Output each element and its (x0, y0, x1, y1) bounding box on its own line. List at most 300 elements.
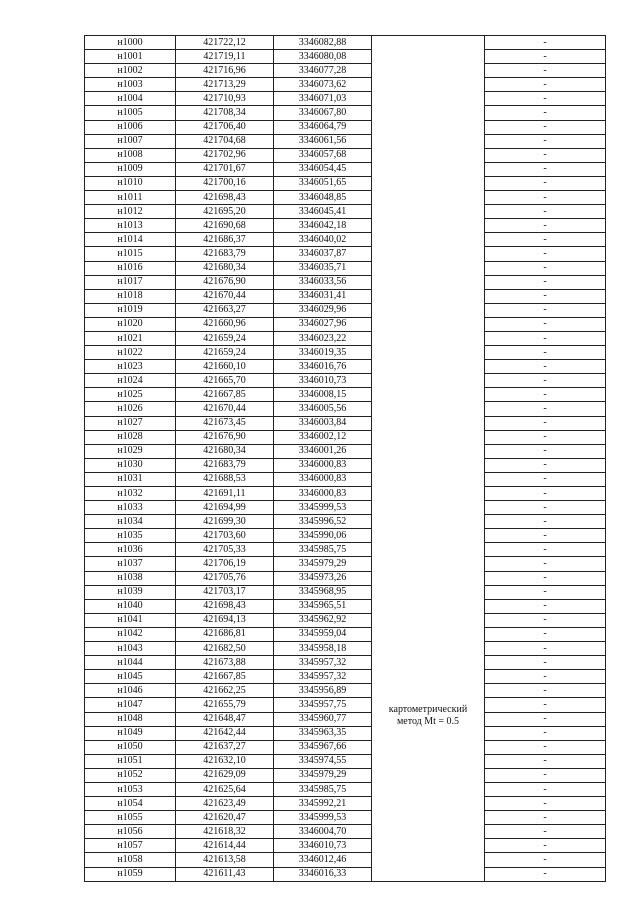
error-cell: - (485, 853, 606, 867)
point-id-cell: н1019 (85, 303, 176, 317)
table-row (85, 698, 606, 712)
x-coordinate-cell: 421706,19 (176, 557, 274, 571)
point-id-cell: н1036 (85, 543, 176, 557)
y-coordinate-cell: 3345990,06 (274, 529, 372, 543)
point-id-cell: н1045 (85, 670, 176, 684)
point-id-cell: н1004 (85, 92, 176, 106)
point-id-cell: н1018 (85, 289, 176, 303)
x-coordinate-cell: 421683,79 (176, 458, 274, 472)
x-coordinate-cell: 421667,85 (176, 670, 274, 684)
table-row (85, 261, 606, 275)
x-coordinate-cell: 421705,33 (176, 543, 274, 557)
table-row (85, 853, 606, 867)
table-row (85, 219, 606, 233)
error-cell: - (485, 360, 606, 374)
y-coordinate-cell: 3346010,73 (274, 374, 372, 388)
table-row (85, 374, 606, 388)
table-row (85, 472, 606, 486)
error-cell: - (485, 458, 606, 472)
point-id-cell: н1053 (85, 782, 176, 796)
y-coordinate-cell: 3346012,46 (274, 853, 372, 867)
error-cell: - (485, 627, 606, 641)
error-cell: - (485, 247, 606, 261)
method-cell (372, 543, 485, 881)
point-id-cell: н1024 (85, 374, 176, 388)
table-row (85, 106, 606, 120)
point-id-cell: н1006 (85, 120, 176, 134)
point-id-cell: н1059 (85, 867, 176, 881)
error-cell: - (485, 797, 606, 811)
table-row (85, 416, 606, 430)
x-coordinate-cell: 421702,96 (176, 148, 274, 162)
x-coordinate-cell: 421686,81 (176, 627, 274, 641)
error-cell: - (485, 444, 606, 458)
error-cell: - (485, 726, 606, 740)
y-coordinate-cell: 3346023,22 (274, 331, 372, 345)
point-id-cell: н1003 (85, 78, 176, 92)
table-row (85, 726, 606, 740)
method-cell-upper (372, 36, 485, 543)
y-coordinate-cell: 3346054,45 (274, 162, 372, 176)
error-cell: - (485, 754, 606, 768)
error-cell: - (485, 78, 606, 92)
x-coordinate-cell: 421682,50 (176, 642, 274, 656)
point-id-cell: н1001 (85, 50, 176, 64)
x-coordinate-cell: 421680,34 (176, 444, 274, 458)
table-row (85, 50, 606, 64)
table-row (85, 656, 606, 670)
point-id-cell: н1008 (85, 148, 176, 162)
y-coordinate-cell: 3346040,02 (274, 233, 372, 247)
point-id-cell: н1011 (85, 191, 176, 205)
x-coordinate-cell: 421648,47 (176, 712, 274, 726)
error-cell: - (485, 134, 606, 148)
y-coordinate-cell: 3346019,35 (274, 346, 372, 360)
y-coordinate-cell: 3346029,96 (274, 303, 372, 317)
x-coordinate-cell: 421613,58 (176, 853, 274, 867)
error-cell: - (485, 331, 606, 345)
error-cell: - (485, 388, 606, 402)
y-coordinate-cell: 3346004,70 (274, 825, 372, 839)
error-cell: - (485, 515, 606, 529)
point-id-cell: н1014 (85, 233, 176, 247)
y-coordinate-cell: 3346061,56 (274, 134, 372, 148)
y-coordinate-cell: 3346003,84 (274, 416, 372, 430)
error-cell: - (485, 825, 606, 839)
y-coordinate-cell: 3345957,32 (274, 656, 372, 670)
point-id-cell: н1031 (85, 472, 176, 486)
table-row (85, 233, 606, 247)
error-cell: - (485, 571, 606, 585)
x-coordinate-cell: 421660,96 (176, 317, 274, 331)
point-id-cell: н1021 (85, 331, 176, 345)
x-coordinate-cell: 421705,76 (176, 571, 274, 585)
x-coordinate-cell: 421623,49 (176, 797, 274, 811)
table-row (85, 585, 606, 599)
table-row (85, 797, 606, 811)
table-row (85, 64, 606, 78)
table-row (85, 599, 606, 613)
point-id-cell: н1051 (85, 754, 176, 768)
table-row (85, 148, 606, 162)
error-cell: - (485, 303, 606, 317)
point-id-cell: н1033 (85, 501, 176, 515)
y-coordinate-cell: 3346080,08 (274, 50, 372, 64)
x-coordinate-cell: 421673,88 (176, 656, 274, 670)
y-coordinate-cell: 3346048,85 (274, 191, 372, 205)
table-row (85, 289, 606, 303)
table-row (85, 839, 606, 853)
x-coordinate-cell: 421701,67 (176, 162, 274, 176)
table-row (85, 571, 606, 585)
x-coordinate-cell: 421695,20 (176, 205, 274, 219)
method-name: картометрический (388, 703, 468, 715)
point-id-cell: н1027 (85, 416, 176, 430)
point-id-cell: н1035 (85, 529, 176, 543)
table-row (85, 670, 606, 684)
error-cell: - (485, 472, 606, 486)
table-row (85, 557, 606, 571)
y-coordinate-cell: 3345985,75 (274, 543, 372, 557)
point-id-cell: н1012 (85, 205, 176, 219)
error-cell: - (485, 613, 606, 627)
point-id-cell: н1023 (85, 360, 176, 374)
error-cell: - (485, 219, 606, 233)
point-id-cell: н1038 (85, 571, 176, 585)
error-cell: - (485, 416, 606, 430)
point-id-cell: н1048 (85, 712, 176, 726)
y-coordinate-cell: 3345962,92 (274, 613, 372, 627)
table-row (85, 811, 606, 825)
table-row (85, 134, 606, 148)
error-cell: - (485, 120, 606, 134)
point-id-cell: н1055 (85, 811, 176, 825)
y-coordinate-cell: 3346000,83 (274, 472, 372, 486)
table-row (85, 444, 606, 458)
y-coordinate-cell: 3345959,04 (274, 627, 372, 641)
point-id-cell: н1044 (85, 656, 176, 670)
error-cell: - (485, 487, 606, 501)
y-coordinate-cell: 3345960,77 (274, 712, 372, 726)
table-row (85, 515, 606, 529)
table-row (85, 642, 606, 656)
error-cell: - (485, 529, 606, 543)
method-accuracy: метод Mt = 0.5 (396, 715, 460, 727)
table-row (85, 867, 606, 881)
table-row (85, 754, 606, 768)
y-coordinate-cell: 3346077,28 (274, 64, 372, 78)
x-coordinate-cell: 421676,90 (176, 430, 274, 444)
x-coordinate-cell: 421642,44 (176, 726, 274, 740)
error-cell: - (485, 50, 606, 64)
error-cell: - (485, 374, 606, 388)
y-coordinate-cell: 3345985,75 (274, 782, 372, 796)
error-cell: - (485, 811, 606, 825)
point-id-cell: н1028 (85, 430, 176, 444)
x-coordinate-cell: 421716,96 (176, 64, 274, 78)
table-row (85, 402, 606, 416)
error-cell: - (485, 233, 606, 247)
table-row (85, 162, 606, 176)
point-id-cell: н1005 (85, 106, 176, 120)
y-coordinate-cell: 3346067,80 (274, 106, 372, 120)
table-row (85, 331, 606, 345)
point-id-cell: н1049 (85, 726, 176, 740)
y-coordinate-cell: 3345956,89 (274, 684, 372, 698)
y-coordinate-cell: 3345957,75 (274, 698, 372, 712)
y-coordinate-cell: 3345968,95 (274, 585, 372, 599)
error-cell: - (485, 698, 606, 712)
table-row (85, 36, 606, 50)
x-coordinate-cell: 421699,30 (176, 515, 274, 529)
error-cell: - (485, 670, 606, 684)
error-cell: - (485, 106, 606, 120)
x-coordinate-cell: 421710,93 (176, 92, 274, 106)
error-cell: - (485, 205, 606, 219)
x-coordinate-cell: 421706,40 (176, 120, 274, 134)
x-coordinate-cell: 421694,99 (176, 501, 274, 515)
error-cell: - (485, 867, 606, 881)
y-coordinate-cell: 3345963,35 (274, 726, 372, 740)
error-cell: - (485, 642, 606, 656)
table-row (85, 205, 606, 219)
point-id-cell: н1037 (85, 557, 176, 571)
y-coordinate-cell: 3345979,29 (274, 557, 372, 571)
point-id-cell: н1025 (85, 388, 176, 402)
point-id-cell: н1000 (85, 36, 176, 50)
table-row (85, 388, 606, 402)
error-cell: - (485, 92, 606, 106)
coordinates-table (84, 35, 606, 882)
point-id-cell: н1054 (85, 797, 176, 811)
error-cell: - (485, 64, 606, 78)
x-coordinate-cell: 421611,43 (176, 867, 274, 881)
table-row (85, 346, 606, 360)
y-coordinate-cell: 3346008,15 (274, 388, 372, 402)
table-row (85, 191, 606, 205)
table-row (85, 825, 606, 839)
point-id-cell: н1042 (85, 627, 176, 641)
table-row (85, 78, 606, 92)
table-row (85, 303, 606, 317)
coordinates-table-body (85, 36, 606, 882)
y-coordinate-cell: 3346035,71 (274, 261, 372, 275)
error-cell: - (485, 768, 606, 782)
y-coordinate-cell: 3346064,79 (274, 120, 372, 134)
table-row (85, 317, 606, 331)
y-coordinate-cell: 3346016,33 (274, 867, 372, 881)
y-coordinate-cell: 3346073,62 (274, 78, 372, 92)
x-coordinate-cell: 421670,44 (176, 402, 274, 416)
y-coordinate-cell: 3346033,56 (274, 275, 372, 289)
point-id-cell: н1043 (85, 642, 176, 656)
point-id-cell: н1002 (85, 64, 176, 78)
x-coordinate-cell: 421698,43 (176, 599, 274, 613)
x-coordinate-cell: 421698,43 (176, 191, 274, 205)
y-coordinate-cell: 3346002,12 (274, 430, 372, 444)
error-cell: - (485, 176, 606, 190)
point-id-cell: н1052 (85, 768, 176, 782)
x-coordinate-cell: 421691,11 (176, 487, 274, 501)
point-id-cell: н1020 (85, 317, 176, 331)
error-cell: - (485, 402, 606, 416)
x-coordinate-cell: 421683,79 (176, 247, 274, 261)
x-coordinate-cell: 421686,37 (176, 233, 274, 247)
x-coordinate-cell: 421703,17 (176, 585, 274, 599)
table-row (85, 430, 606, 444)
error-cell: - (485, 543, 606, 557)
point-id-cell: н1034 (85, 515, 176, 529)
error-cell: - (485, 162, 606, 176)
point-id-cell: н1047 (85, 698, 176, 712)
x-coordinate-cell: 421663,27 (176, 303, 274, 317)
table-row (85, 247, 606, 261)
error-cell: - (485, 289, 606, 303)
point-id-cell: н1041 (85, 613, 176, 627)
table-row (85, 684, 606, 698)
table-row (85, 92, 606, 106)
x-coordinate-cell: 421700,16 (176, 176, 274, 190)
x-coordinate-cell: 421694,13 (176, 613, 274, 627)
table-row (85, 782, 606, 796)
point-id-cell: н1026 (85, 402, 176, 416)
y-coordinate-cell: 3346045,41 (274, 205, 372, 219)
y-coordinate-cell: 3345996,52 (274, 515, 372, 529)
table-row (85, 120, 606, 134)
point-id-cell: н1010 (85, 176, 176, 190)
point-id-cell: н1007 (85, 134, 176, 148)
x-coordinate-cell: 421629,09 (176, 768, 274, 782)
point-id-cell: н1030 (85, 458, 176, 472)
x-coordinate-cell: 421665,70 (176, 374, 274, 388)
x-coordinate-cell: 421620,47 (176, 811, 274, 825)
error-cell: - (485, 740, 606, 754)
x-coordinate-cell: 421703,60 (176, 529, 274, 543)
table-row (85, 740, 606, 754)
table-row (85, 768, 606, 782)
error-cell: - (485, 684, 606, 698)
point-id-cell: н1015 (85, 247, 176, 261)
x-coordinate-cell: 421637,27 (176, 740, 274, 754)
x-coordinate-cell: 421660,10 (176, 360, 274, 374)
y-coordinate-cell: 3345958,18 (274, 642, 372, 656)
x-coordinate-cell: 421688,53 (176, 472, 274, 486)
point-id-cell: н1022 (85, 346, 176, 360)
error-cell: - (485, 317, 606, 331)
table-row (85, 613, 606, 627)
y-coordinate-cell: 3345974,55 (274, 754, 372, 768)
y-coordinate-cell: 3345965,51 (274, 599, 372, 613)
x-coordinate-cell: 421659,24 (176, 331, 274, 345)
table-row (85, 501, 606, 515)
error-cell: - (485, 346, 606, 360)
table-row (85, 458, 606, 472)
y-coordinate-cell: 3346082,88 (274, 36, 372, 50)
x-coordinate-cell: 421659,24 (176, 346, 274, 360)
y-coordinate-cell: 3346001,26 (274, 444, 372, 458)
x-coordinate-cell: 421713,29 (176, 78, 274, 92)
y-coordinate-cell: 3346057,68 (274, 148, 372, 162)
error-cell: - (485, 36, 606, 50)
x-coordinate-cell: 421632,10 (176, 754, 274, 768)
error-cell: - (485, 501, 606, 515)
error-cell: - (485, 599, 606, 613)
y-coordinate-cell: 3346000,83 (274, 458, 372, 472)
y-coordinate-cell: 3346037,87 (274, 247, 372, 261)
y-coordinate-cell: 3345967,66 (274, 740, 372, 754)
table-row (85, 360, 606, 374)
table-row (85, 275, 606, 289)
point-id-cell: н1013 (85, 219, 176, 233)
error-cell: - (485, 712, 606, 726)
point-id-cell: н1009 (85, 162, 176, 176)
x-coordinate-cell: 421708,34 (176, 106, 274, 120)
error-cell: - (485, 782, 606, 796)
point-id-cell: н1017 (85, 275, 176, 289)
error-cell: - (485, 656, 606, 670)
table-row (85, 543, 606, 557)
point-id-cell: н1032 (85, 487, 176, 501)
x-coordinate-cell: 421704,68 (176, 134, 274, 148)
table-row (85, 712, 606, 726)
x-coordinate-cell: 421680,34 (176, 261, 274, 275)
point-id-cell: н1058 (85, 853, 176, 867)
x-coordinate-cell: 421655,79 (176, 698, 274, 712)
error-cell: - (485, 839, 606, 853)
x-coordinate-cell: 421625,64 (176, 782, 274, 796)
y-coordinate-cell: 3346042,18 (274, 219, 372, 233)
x-coordinate-cell: 421690,68 (176, 219, 274, 233)
y-coordinate-cell: 3346051,65 (274, 176, 372, 190)
point-id-cell: н1016 (85, 261, 176, 275)
error-cell: - (485, 585, 606, 599)
point-id-cell: н1029 (85, 444, 176, 458)
table-row (85, 529, 606, 543)
y-coordinate-cell: 3346000,83 (274, 487, 372, 501)
error-cell: - (485, 430, 606, 444)
y-coordinate-cell: 3346071,03 (274, 92, 372, 106)
x-coordinate-cell: 421676,90 (176, 275, 274, 289)
x-coordinate-cell: 421670,44 (176, 289, 274, 303)
error-cell: - (485, 261, 606, 275)
point-id-cell: н1050 (85, 740, 176, 754)
error-cell: - (485, 148, 606, 162)
x-coordinate-cell: 421667,85 (176, 388, 274, 402)
point-id-cell: н1056 (85, 825, 176, 839)
y-coordinate-cell: 3346016,76 (274, 360, 372, 374)
x-coordinate-cell: 421662,25 (176, 684, 274, 698)
y-coordinate-cell: 3346010,73 (274, 839, 372, 853)
table-row (85, 176, 606, 190)
y-coordinate-cell: 3346005,56 (274, 402, 372, 416)
y-coordinate-cell: 3345979,29 (274, 768, 372, 782)
error-cell: - (485, 275, 606, 289)
point-id-cell: н1039 (85, 585, 176, 599)
point-id-cell: н1046 (85, 684, 176, 698)
y-coordinate-cell: 3345957,32 (274, 670, 372, 684)
x-coordinate-cell: 421618,32 (176, 825, 274, 839)
point-id-cell: н1040 (85, 599, 176, 613)
table-row (85, 627, 606, 641)
y-coordinate-cell: 3345999,53 (274, 811, 372, 825)
method-text (372, 696, 484, 728)
x-coordinate-cell: 421722,12 (176, 36, 274, 50)
y-coordinate-cell: 3345992,21 (274, 797, 372, 811)
point-id-cell: н1057 (85, 839, 176, 853)
y-coordinate-cell: 3345973,26 (274, 571, 372, 585)
x-coordinate-cell: 421719,11 (176, 50, 274, 64)
x-coordinate-cell: 421614,44 (176, 839, 274, 853)
